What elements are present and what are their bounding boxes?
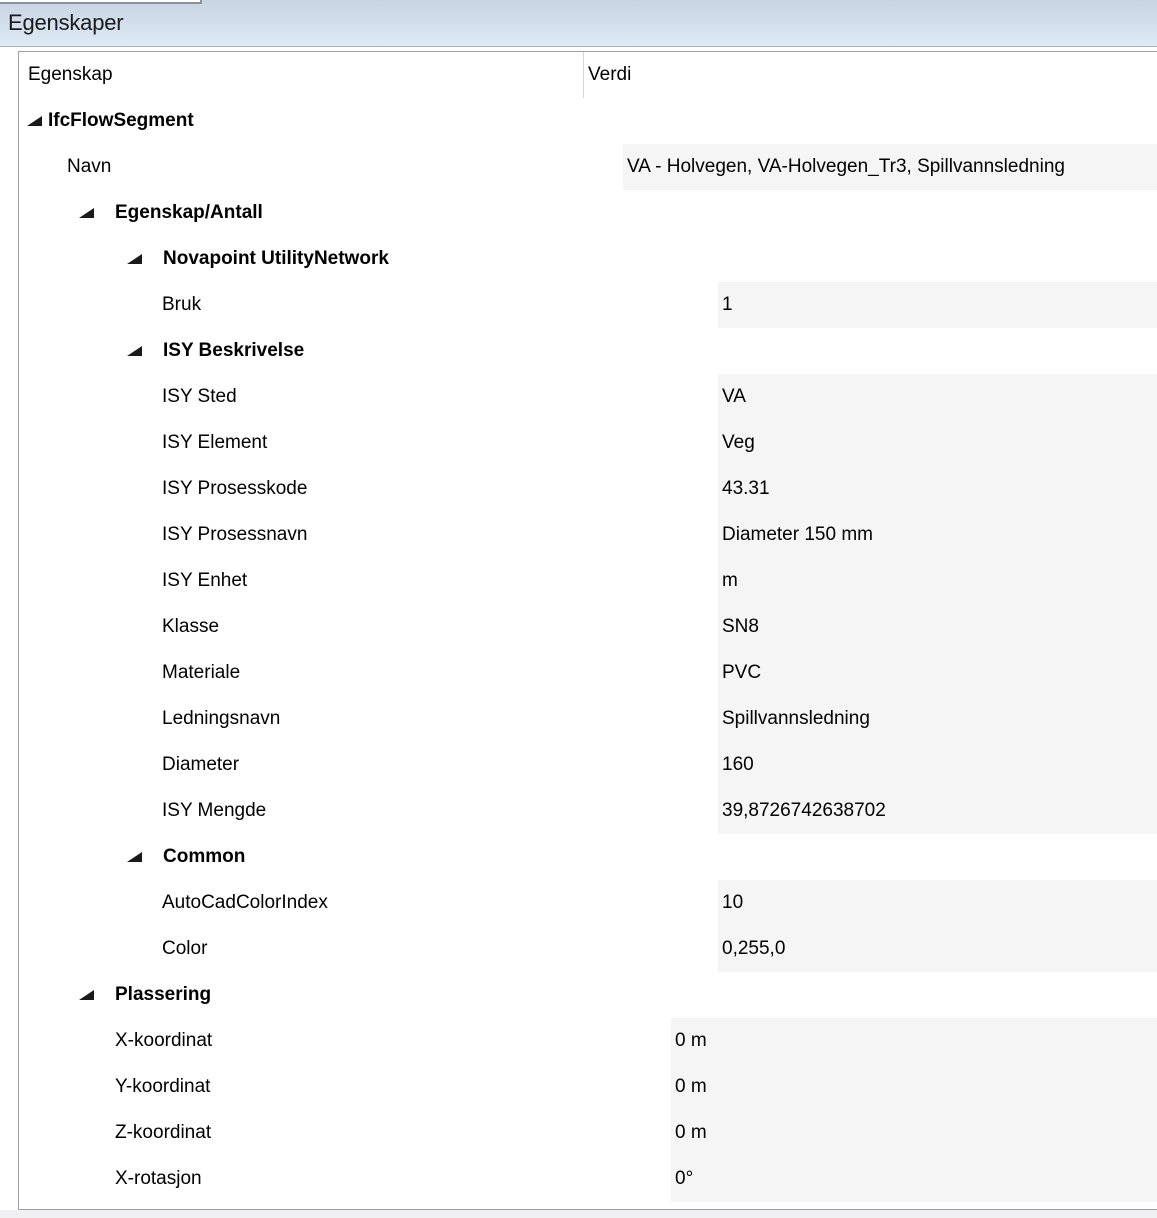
property-row[interactable]: [19, 972, 1157, 1018]
property-cell: [19, 420, 718, 466]
property-value: [681, 328, 1157, 374]
property-row[interactable]: [19, 1156, 1157, 1202]
property-row[interactable]: [19, 374, 1157, 420]
property-label: Novapoint UtilityNetwork: [163, 248, 389, 269]
background-area: [0, 1210, 1157, 1218]
property-label: ISY Mengde: [162, 800, 267, 821]
column-header-value[interactable]: Verdi: [583, 52, 1157, 98]
property-row[interactable]: [19, 512, 1157, 558]
property-cell: [19, 558, 718, 604]
property-value: m: [718, 558, 1157, 604]
tree-expander-icon[interactable]: [25, 115, 43, 127]
property-cell: [19, 1156, 671, 1202]
property-value: 10: [718, 880, 1157, 926]
property-label: Materiale: [162, 662, 241, 683]
property-cell: [19, 834, 681, 880]
property-row[interactable]: [19, 650, 1157, 696]
property-label: ISY Sted: [162, 386, 237, 407]
property-label: ISY Beskrivelse: [163, 340, 305, 361]
property-label: IfcFlowSegment: [48, 110, 194, 131]
property-value: 0 m: [671, 1018, 1157, 1064]
property-label: Y-koordinat: [115, 1076, 211, 1097]
property-label: AutoCadColorIndex: [162, 892, 328, 913]
tree-expander-icon[interactable]: [77, 207, 95, 219]
property-value: VA - Holvegen, VA-Holvegen_Tr3, Spillvannsledning: [623, 144, 1157, 190]
properties-panel: [18, 51, 1157, 1210]
property-cell: [19, 282, 718, 328]
property-row[interactable]: [19, 190, 1157, 236]
property-label: Diameter: [162, 754, 240, 775]
property-label: Plassering: [115, 984, 212, 1005]
property-row[interactable]: [19, 696, 1157, 742]
property-row[interactable]: [19, 604, 1157, 650]
property-value: [633, 972, 1157, 1018]
property-value: VA: [718, 374, 1157, 420]
property-cell: [19, 926, 718, 972]
property-value: Spillvannsledning: [718, 696, 1157, 742]
property-value: 0 m: [671, 1064, 1157, 1110]
tree-expander-icon[interactable]: [77, 989, 95, 1001]
property-cell: [19, 742, 718, 788]
property-label: Bruk: [162, 294, 202, 315]
property-label: ISY Enhet: [162, 570, 248, 591]
property-row[interactable]: [19, 1064, 1157, 1110]
property-row[interactable]: [19, 926, 1157, 972]
property-value: 39,8726742638702: [718, 788, 1157, 834]
property-value: 0 m: [671, 1110, 1157, 1156]
property-cell: [19, 696, 718, 742]
property-cell: [19, 650, 718, 696]
property-cell: [19, 1018, 671, 1064]
property-label: Z-koordinat: [115, 1122, 212, 1143]
property-value: SN8: [718, 604, 1157, 650]
property-label: Ledningsnavn: [162, 708, 281, 729]
property-row[interactable]: [19, 1110, 1157, 1156]
property-cell: [19, 788, 718, 834]
property-label: Egenskap/Antall: [115, 202, 263, 223]
property-label: ISY Prosessnavn: [162, 524, 308, 545]
property-label: Common: [163, 846, 246, 867]
property-value: 0,255,0: [718, 926, 1157, 972]
property-cell: [19, 98, 581, 144]
property-cell: [19, 1064, 671, 1110]
property-label: X-rotasjon: [115, 1168, 202, 1189]
property-cell: [19, 604, 718, 650]
property-cell: [19, 1110, 671, 1156]
property-rows: [19, 98, 1157, 1202]
property-value: Veg: [718, 420, 1157, 466]
property-row[interactable]: [19, 1018, 1157, 1064]
property-label: Klasse: [162, 616, 220, 637]
property-cell: [19, 374, 718, 420]
property-row[interactable]: [19, 282, 1157, 328]
property-value: 160: [718, 742, 1157, 788]
property-row[interactable]: [19, 328, 1157, 374]
property-label: Navn: [67, 156, 112, 177]
tree-expander-icon[interactable]: [125, 851, 143, 863]
window-tab-edge: [0, 0, 202, 4]
property-label: Color: [162, 938, 208, 959]
property-row[interactable]: [19, 558, 1157, 604]
property-row[interactable]: [19, 420, 1157, 466]
property-row[interactable]: [19, 834, 1157, 880]
property-row[interactable]: [19, 788, 1157, 834]
property-value: [681, 834, 1157, 880]
grid-header: [19, 52, 1157, 98]
property-value: 1: [718, 282, 1157, 328]
tree-expander-icon[interactable]: [125, 345, 143, 357]
property-row[interactable]: [19, 144, 1157, 190]
property-cell: [19, 466, 718, 512]
property-cell: [19, 144, 623, 190]
property-row[interactable]: [19, 742, 1157, 788]
property-value: 0°: [671, 1156, 1157, 1202]
property-cell: [19, 236, 681, 282]
property-label: X-koordinat: [115, 1030, 213, 1051]
property-row[interactable]: [19, 236, 1157, 282]
property-cell: [19, 512, 718, 558]
property-cell: [19, 972, 633, 1018]
panel-title-bar: [0, 0, 1157, 47]
property-cell: [19, 190, 633, 236]
property-value: Diameter 150 mm: [718, 512, 1157, 558]
property-value: [681, 236, 1157, 282]
property-value: [633, 190, 1157, 236]
panel-title: Egenskaper: [8, 10, 124, 35]
property-value: 43.31: [718, 466, 1157, 512]
property-value: [581, 98, 1157, 144]
column-header-property[interactable]: Egenskap: [28, 64, 113, 85]
property-cell: [19, 880, 718, 926]
property-value: PVC: [718, 650, 1157, 696]
tree-expander-icon[interactable]: [125, 253, 143, 265]
property-label: ISY Element: [162, 432, 268, 453]
property-cell: [19, 328, 681, 374]
property-row[interactable]: [19, 880, 1157, 926]
property-row[interactable]: [19, 466, 1157, 512]
property-label: ISY Prosesskode: [162, 478, 308, 499]
property-row[interactable]: [19, 98, 1157, 144]
